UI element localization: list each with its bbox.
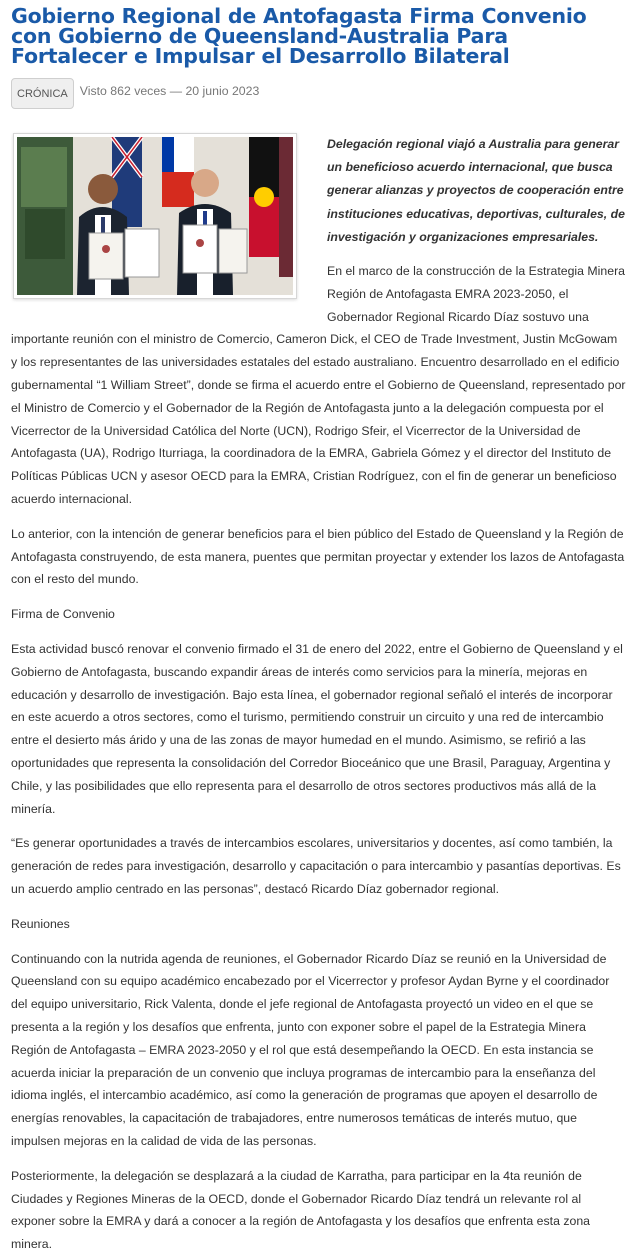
views-and-date: Visto 862 veces — 20 junio 2023 <box>79 83 260 98</box>
article-body <box>11 133 626 1256</box>
paragraph: En el marco de la construcción de la Estrategia Minera Región de Antofagasta EMRA 2023-2050, el Gobernador Regional Ricardo Díaz sostuvo una importante reunión con el ministro de Comercio, Cameron Dick, el CEO de Trade Investment, Justin McGowam y los representantes de las universidades estatales del estado australiano. Encuentro desarrollado en el edificio gubernamental “1 William Street”, donde se firma el acuerdo entre el Gobierno de Queensland, representado por el Ministro de Comercio y el Gobernador de la Región de Antofagasta junto a la delegación compuesta por el Vicerrector de la Universidad Católica del Norte (UCN), Rodrigo Sfeir, el Vicerrector de la Universidad de Antofagasta (UA), Rodrigo Iturriaga, la coordinadora de la EMRA, Gabriela Gómez y el director del Instituto de Políticas Públicas UCN y asesor OECD para la EMRA, Cristian Rodríguez, con el fin de generar un beneficioso acuerdo internacional. <box>11 264 626 506</box>
article-photo[interactable] <box>13 133 297 299</box>
signing-photo-illustration <box>17 137 293 295</box>
article-lead: Delegación regional viajó a Australia para generar un beneficioso acuerdo internacional, que busca generar alianzas y proyectos de cooperación entre instituciones educativas, deportivas, culturales, de investigación y organizaciones empresariales. <box>327 137 625 244</box>
paragraph: Esta actividad buscó renovar el convenio firmado el 31 de enero del 2022, entre el Gobierno de Queensland y el Gobierno de Antofagasta, buscando expandir áreas de interés como servicios para la minería, mejoras en educación y desarrollo de investigación. Bajo esta línea, el gobernador regional señaló el interés de incorporar en este acuerdo a otros sectores, como el turismo, permitiendo construir un circuito y una red de intercambio entre el desierto más árido y una de las zonas de mayor humedad en el mundo. Asimismo, se refirió a las oportunidades que representa la consolidación del Corredor Bioceánico que une Brasil, Paraguay, Argentina y Chile, y las posibilidades que ello representa para el desarrollo de otros sectores productivos más allá de la minería. <box>11 641 623 816</box>
signing-photo <box>17 137 293 295</box>
paragraph: Posteriormente, la delegación se desplazará a la ciudad de Karratha, para participar en la 4ta reunión de Ciudades y Regiones Mineras de la OECD, donde el Gobernador Ricardo Díaz tendrá un relevante rol al exponer sobre la EMRA y dará a conocer a la región de Antofagasta y los desafíos que enfrenta esta zona minera. <box>11 1168 591 1252</box>
category-tag[interactable]: CRÓNICA <box>11 78 74 109</box>
subheading-reuniones: Reuniones <box>11 916 70 931</box>
paragraph: Continuando con la nutrida agenda de reuniones, el Gobernador Ricardo Díaz se reunió en la Universidad de Queensland con su equipo académico encabezado por el Vicerrector y profesor Aydan Byrne y el coordinador del equipo universitario, Rick Valenta, donde el jefe regional de Antofagasta proyectó un video en el que se presenta a la región y los desafíos que enfrenta, junto con exponer sobre el papel de la Estrategia Minera Región de Antofagasta – EMRA 2023-2050 y el rol que está desempeñando la OECD. En esta instancia se acuerda iniciar la preparación de un convenio que incluya programas de intercambio para la enseñanza del idioma inglés, el intercambio académico, así como la generación de programas que apoyen el desarrollo de energías renovables, la capacitación de trabajadores, entre numerosos temáticas de interés mutuo, que impulsen mejoras en la calidad de vida de las personas. <box>11 951 610 1148</box>
article-title: Gobierno Regional de Antofagasta Firma Convenio con Gobierno de Queensland-Australia Para Fortalecer e Impulsar el Desarrollo Bilateral <box>11 4 587 68</box>
subheading-firma: Firma de Convenio <box>11 607 115 622</box>
article-meta <box>11 78 626 109</box>
quote-paragraph: “Es generar oportunidades a través de intercambios escolares, universitarios y docentes, así como también, la generación de redes para investigación, desarrollo y capacitación o para intercambio y pasantías deportivas. Es un acuerdo amplio centrado en las personas”, destacó Ricardo Díaz gobernador regional. <box>11 836 621 896</box>
paragraph: Lo anterior, con la intención de generar beneficios para el bien público del Estado de Queensland y la Región de Antofagasta construyendo, de esta manera, puentes que permitan proyectar y extender los lazos de Antofagasta con el resto del mundo. <box>11 526 625 587</box>
